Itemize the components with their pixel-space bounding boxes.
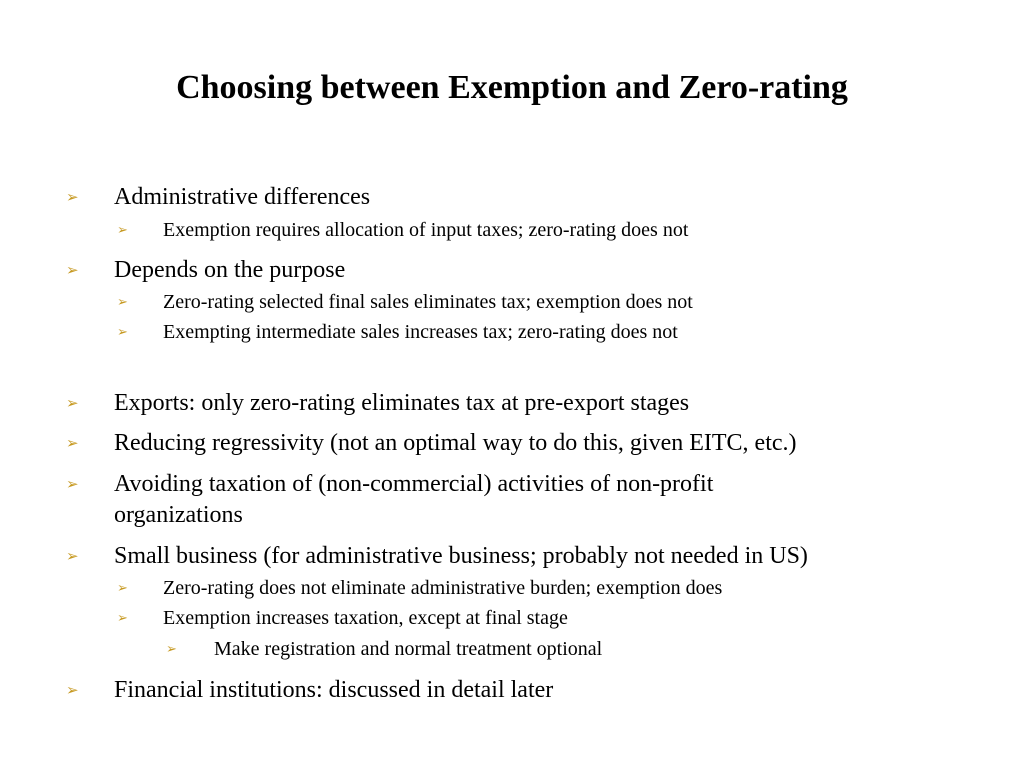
sub-bullet-text: Exempting intermediate sales increases tax; zero-rating does not: [163, 321, 678, 343]
sub-sub-bullet-text: Make registration and normal treatment optional: [214, 638, 603, 660]
bullet-item: [66, 541, 966, 572]
bullet-item: [66, 388, 966, 419]
sub-bullet-item: [117, 575, 977, 602]
slide-title: Choosing between Exemption and Zero-rating: [176, 69, 848, 106]
sub-bullet-text: Zero-rating selected final sales eliminates tax; exemption does not: [163, 291, 693, 313]
chevron-arrow-icon: ➢: [66, 394, 79, 412]
chevron-arrow-icon: ➢: [66, 434, 79, 452]
sub-sub-bullet-item: [166, 636, 966, 663]
bullet-text: Small business (for administrative business; probably not needed in US): [114, 543, 808, 569]
bullet-item: [66, 469, 826, 531]
sub-bullet-text: Exemption increases taxation, except at final stage: [163, 607, 568, 629]
chevron-arrow-icon: ➢: [117, 581, 128, 596]
bullet-text: Financial institutions: discussed in detail later: [114, 677, 554, 703]
sub-bullet-item: [117, 289, 977, 316]
chevron-arrow-icon: ➢: [117, 325, 128, 340]
chevron-arrow-icon: ➢: [66, 188, 79, 206]
sub-bullet-text: Zero-rating does not eliminate administrative burden; exemption does: [163, 577, 723, 599]
chevron-arrow-icon: ➢: [66, 261, 79, 279]
chevron-arrow-icon: ➢: [66, 681, 79, 699]
chevron-arrow-icon: ➢: [117, 223, 128, 238]
sub-bullet-item: [117, 319, 977, 346]
bullet-text: Avoiding taxation of (non-commercial) activities of non-profit organizations: [114, 471, 714, 528]
chevron-arrow-icon: ➢: [117, 611, 128, 626]
bullet-item: [66, 675, 966, 706]
bullet-item: [66, 255, 966, 286]
sub-bullet-item: [117, 217, 977, 244]
bullet-item: [66, 428, 966, 459]
bullet-item: [66, 182, 966, 213]
chevron-arrow-icon: ➢: [66, 547, 79, 565]
bullet-text: Exports: only zero-rating eliminates tax at pre-export stages: [114, 390, 690, 416]
bullet-text: Reducing regressivity (not an optimal way to do this, given EITC, etc.): [114, 430, 797, 456]
bullet-text: Depends on the purpose: [114, 257, 346, 283]
bullet-text: Administrative differences: [114, 184, 371, 210]
sub-bullet-text: Exemption requires allocation of input taxes; zero-rating does not: [163, 219, 689, 241]
sub-bullet-item: [117, 605, 977, 632]
chevron-arrow-icon: ➢: [166, 642, 177, 657]
chevron-arrow-icon: ➢: [117, 295, 128, 310]
chevron-arrow-icon: ➢: [66, 475, 79, 493]
